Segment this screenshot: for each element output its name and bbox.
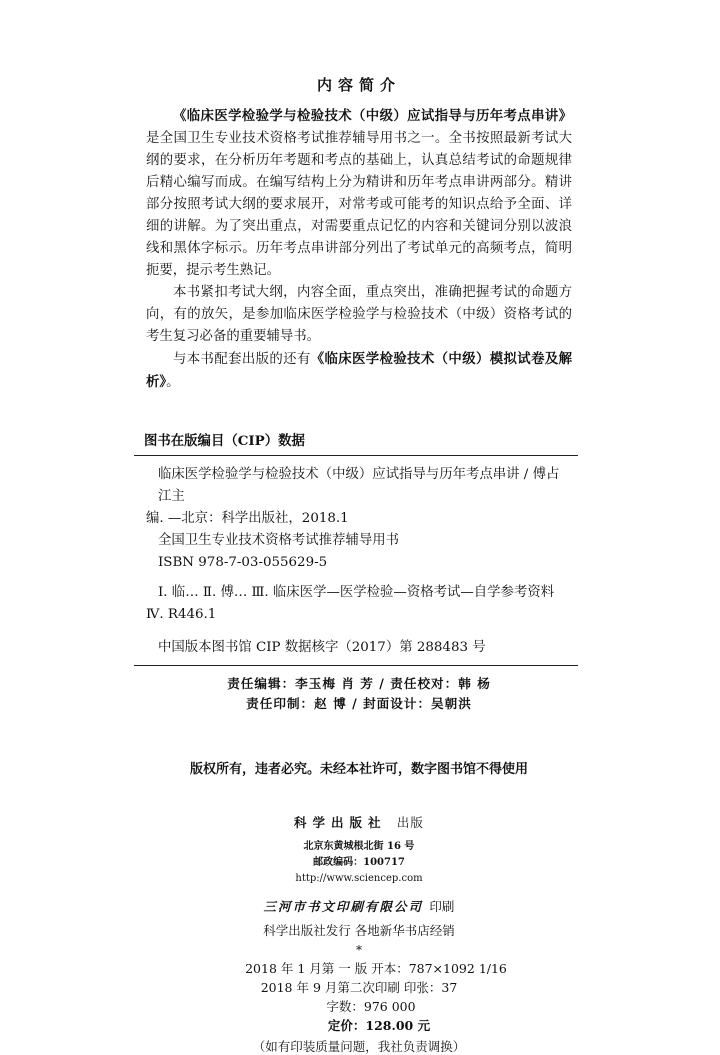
edition-line: 2018 年 1 月第 一 版 开本：787×1092 1/16 [245,961,507,976]
cip-divider-top [134,455,578,456]
cip-line-title: 临床医学检验学与检验技术（中级）应试指导与历年考点串讲 / 傅占江主 [158,467,560,504]
cip-line-publisher: 编. —北京：科学出版社，2018.1 [146,511,349,526]
cip-record-number: 中国版本图书馆 CIP 数据核字（2017）第 288483 号 [158,640,486,655]
intro-companion-title: 《临床医学检验技术（中级）模拟试卷及解析》 [146,351,572,390]
intro-paragraph-1-text: 是全国卫生专业技术资格考试推荐辅导用书之一。全书按照最新考试大纲的要求，在分析历年考题和考点的基础上，认真总结考试的命题规律后精心编写而成。在编写结构上分为精讲和历年考点串讲两部分。精讲部分按照考试大纲的要求展开，对常考或可能考的知识点给予全面、详细的讲解。为了突出重点，对需要重点记忆的内容和关键词分别以波浪线和黑体字标示。历年考点串讲部分列出了考试单元的高频考点，简明扼要，提示考生熟记。 [146,131,572,278]
publisher-postcode: 邮政编码：100717 [313,857,405,868]
price-label: 定价： [327,1018,366,1033]
publisher-website: http://www.sciencep.com [295,873,423,884]
printer-line [146,897,572,915]
intro-title: 内容简介 [316,76,401,94]
publisher-address: 北京东黄城根北街 16 号 [303,841,415,852]
colophon [146,813,572,1055]
intro-paragraph-3 [146,348,572,394]
editorial-credits [146,674,572,714]
publisher-line [146,813,572,831]
cip-line-subjects: Ⅰ. 临… Ⅱ. 傅… Ⅲ. 临床医学—医学检验—资格考试—自学参考资料 [158,585,555,600]
publisher-name: 科学出版社 [294,815,387,830]
intro-paragraph-3-lead: 与本书配套出版的还有 [173,352,311,367]
credits-line-production: 责任印制：赵 博 / 封面设计：吴朝洪 [246,696,472,711]
intro-paragraph-3-end: 。 [166,375,180,390]
cip-line-classification: Ⅳ. R446.1 [146,607,217,622]
separator-star: * [356,943,362,957]
cip-block [146,464,572,626]
printer-name: 三河市书文印刷有限公司 [263,899,424,914]
cip-line-isbn: ISBN 978-7-03-055629-5 [158,555,328,570]
credits-line-editors: 责任编辑：李玉梅 肖 芳 / 责任校对：韩 杨 [227,676,491,691]
distribution-line: 科学出版社发行 各地新华书店经销 [263,923,455,938]
publisher-suffix: 出版 [396,815,424,830]
reprint-line: 2018 年 9 月第二次印刷 印张：37 [260,980,458,995]
intro-book-title: 《临床医学检验学与检验技术（中级）应试指导与历年考点串讲》 [173,108,572,124]
quality-note: （如有印装质量问题，我社负责调换） [252,1039,466,1054]
price-value: 128.00 元 [365,1018,431,1033]
cip-line-series: 全国卫生专业技术资格考试推荐辅导用书 [158,533,400,548]
rights-notice: 版权所有，违者必究。未经本社许可，数字图书馆不得使用 [189,762,528,777]
intro-paragraph-2: 本书紧扣考试大纲，内容全面，重点突出，准确把握考试的命题方向，有的放矢，是参加临床医学检验学与检验技术（中级）资格考试的考生复习必备的重要辅导书。 [146,285,572,344]
wordcount-line: 字数：976 000 [326,999,416,1014]
printer-suffix: 印刷 [429,899,455,914]
cip-divider-bottom [134,665,578,666]
price-line [186,1016,572,1035]
cip-heading: 图书在版编目（CIP）数据 [144,433,305,449]
edition-block [146,959,572,1035]
intro-paragraph-1 [146,105,572,282]
